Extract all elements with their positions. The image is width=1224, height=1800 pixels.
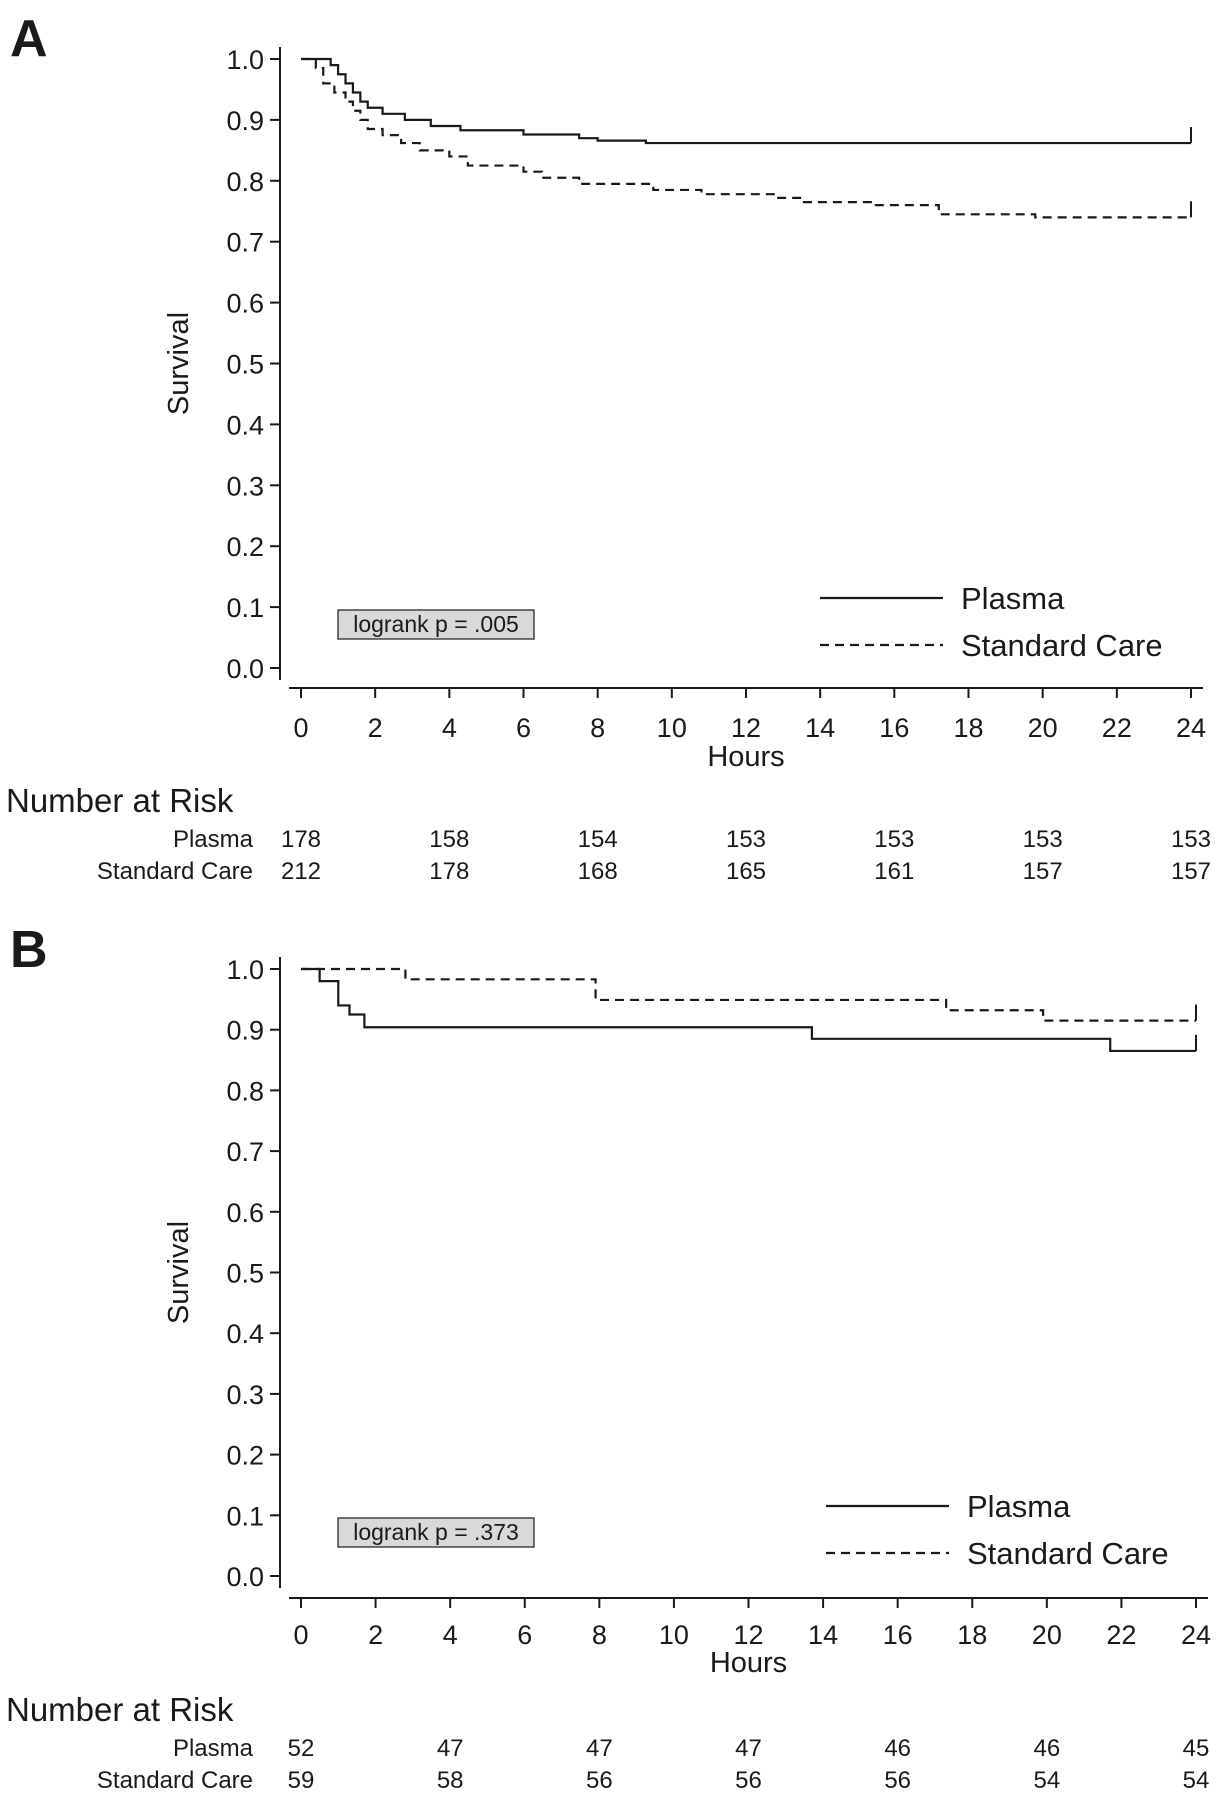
x-tick-label: 8 (591, 1620, 607, 1650)
x-tick-label: 4 (441, 713, 457, 743)
panel-a (6, 10, 1211, 885)
x-tick-label: 22 (1101, 713, 1132, 743)
risk-value: 56 (585, 1767, 613, 1794)
y-tick-label: 0.8 (226, 1076, 264, 1107)
y-tick-label: 0.6 (226, 288, 264, 319)
y-tick-label: 0.7 (226, 1137, 264, 1168)
risk-value: 46 (884, 1735, 912, 1762)
y-tick-label: 0.3 (226, 1379, 264, 1410)
x-tick-label: 16 (882, 1620, 913, 1650)
y-tick-label: 0.1 (226, 593, 264, 624)
y-tick-label: 0.4 (226, 1319, 264, 1350)
x-tick-label: 16 (879, 713, 910, 743)
x-tick-label: 6 (515, 713, 532, 743)
x-tick-label: 4 (442, 1620, 458, 1650)
legend-label: Plasma (961, 581, 1065, 616)
risk-value: 58 (436, 1767, 464, 1794)
risk-value: 45 (1182, 1735, 1210, 1762)
x-tick-label: 24 (1180, 1620, 1212, 1650)
x-tick-label: 2 (367, 713, 383, 743)
series-line-plasma (301, 59, 1191, 143)
x-tick-label: 14 (808, 1620, 839, 1650)
risk-table-title: Number at Risk (6, 782, 234, 819)
risk-value: 47 (585, 1735, 613, 1762)
x-axis-title: Hours (707, 741, 785, 773)
risk-value: 153 (725, 826, 767, 853)
risk-value: 46 (1033, 1735, 1061, 1762)
legend-label: Standard Care (967, 1536, 1169, 1571)
y-axis-title: Survival (163, 311, 195, 416)
series-line-standard-care (301, 969, 1196, 1021)
y-tick-label: 0.5 (226, 349, 264, 380)
y-tick-label: 0.3 (226, 471, 264, 502)
risk-value: 54 (1182, 1767, 1210, 1794)
x-tick-label: 6 (517, 1620, 533, 1650)
panel-b (6, 921, 1211, 1794)
risk-value: 56 (735, 1767, 762, 1794)
risk-value: 168 (577, 858, 618, 885)
logrank-text: logrank p = .373 (353, 1519, 519, 1545)
risk-value: 153 (874, 826, 915, 853)
x-tick-label: 18 (957, 1620, 988, 1650)
risk-value: 47 (735, 1735, 762, 1762)
risk-value: 178 (429, 858, 470, 885)
x-tick-label: 14 (805, 713, 836, 743)
y-tick-label: 0.0 (226, 1562, 264, 1592)
risk-value: 161 (874, 858, 915, 885)
legend-label: Standard Care (961, 628, 1163, 663)
risk-row-label: Standard Care (96, 858, 253, 885)
x-tick-label: 22 (1106, 1620, 1137, 1650)
panel-a-letter: A (10, 10, 48, 68)
x-tick-label: 8 (590, 713, 606, 743)
y-tick-label: 0.2 (226, 532, 264, 563)
x-tick-label: 24 (1175, 713, 1207, 743)
y-tick-label: 0.6 (226, 1197, 264, 1228)
y-tick-label: 0.2 (226, 1440, 264, 1471)
y-tick-label: 0.7 (226, 227, 264, 258)
y-tick-label: 0.1 (226, 1501, 264, 1532)
risk-value: 158 (429, 826, 470, 853)
risk-row-label: Standard Care (96, 1767, 253, 1794)
x-axis-title: Hours (709, 1647, 788, 1679)
risk-value: 157 (1170, 858, 1212, 885)
x-tick-label: 0 (293, 713, 309, 743)
x-tick-label: 10 (656, 713, 687, 743)
x-tick-label: 18 (953, 713, 984, 743)
risk-value: 153 (1170, 826, 1212, 853)
x-tick-label: 20 (1031, 1620, 1062, 1650)
risk-value: 47 (436, 1735, 464, 1762)
risk-value: 157 (1022, 858, 1063, 885)
x-tick-label: 2 (368, 1620, 384, 1650)
x-tick-label: 10 (658, 1620, 689, 1650)
risk-value: 154 (577, 826, 618, 853)
x-tick-label: 12 (730, 713, 762, 743)
series-line-plasma (301, 969, 1196, 1051)
x-tick-label: 12 (733, 1620, 764, 1650)
risk-table-title: Number at Risk (6, 1691, 234, 1728)
risk-value: 212 (280, 858, 322, 885)
risk-row-label: Plasma (172, 1735, 253, 1762)
y-tick-label: 0.9 (226, 1015, 264, 1046)
y-tick-label: 0.5 (226, 1258, 264, 1289)
x-tick-label: 20 (1027, 713, 1058, 743)
risk-value: 165 (725, 858, 767, 885)
risk-value: 59 (287, 1767, 315, 1794)
y-tick-label: 0.4 (226, 410, 264, 441)
y-axis-title: Survival (163, 1220, 195, 1325)
risk-row-label: Plasma (172, 826, 253, 853)
risk-value: 54 (1033, 1767, 1061, 1794)
panel-b-letter: B (10, 921, 48, 979)
y-tick-label: 1.0 (226, 45, 264, 75)
y-tick-label: 0.8 (226, 166, 264, 197)
risk-value: 178 (280, 826, 322, 853)
logrank-text: logrank p = .005 (353, 611, 519, 637)
risk-value: 56 (884, 1767, 912, 1794)
risk-value: 153 (1022, 826, 1063, 853)
series-line-standard-care (301, 59, 1191, 217)
legend-label: Plasma (967, 1489, 1071, 1524)
y-tick-label: 0.0 (226, 654, 264, 684)
y-tick-label: 1.0 (226, 955, 264, 985)
y-tick-label: 0.9 (226, 105, 264, 136)
risk-value: 52 (287, 1735, 315, 1762)
x-tick-label: 0 (293, 1620, 309, 1650)
